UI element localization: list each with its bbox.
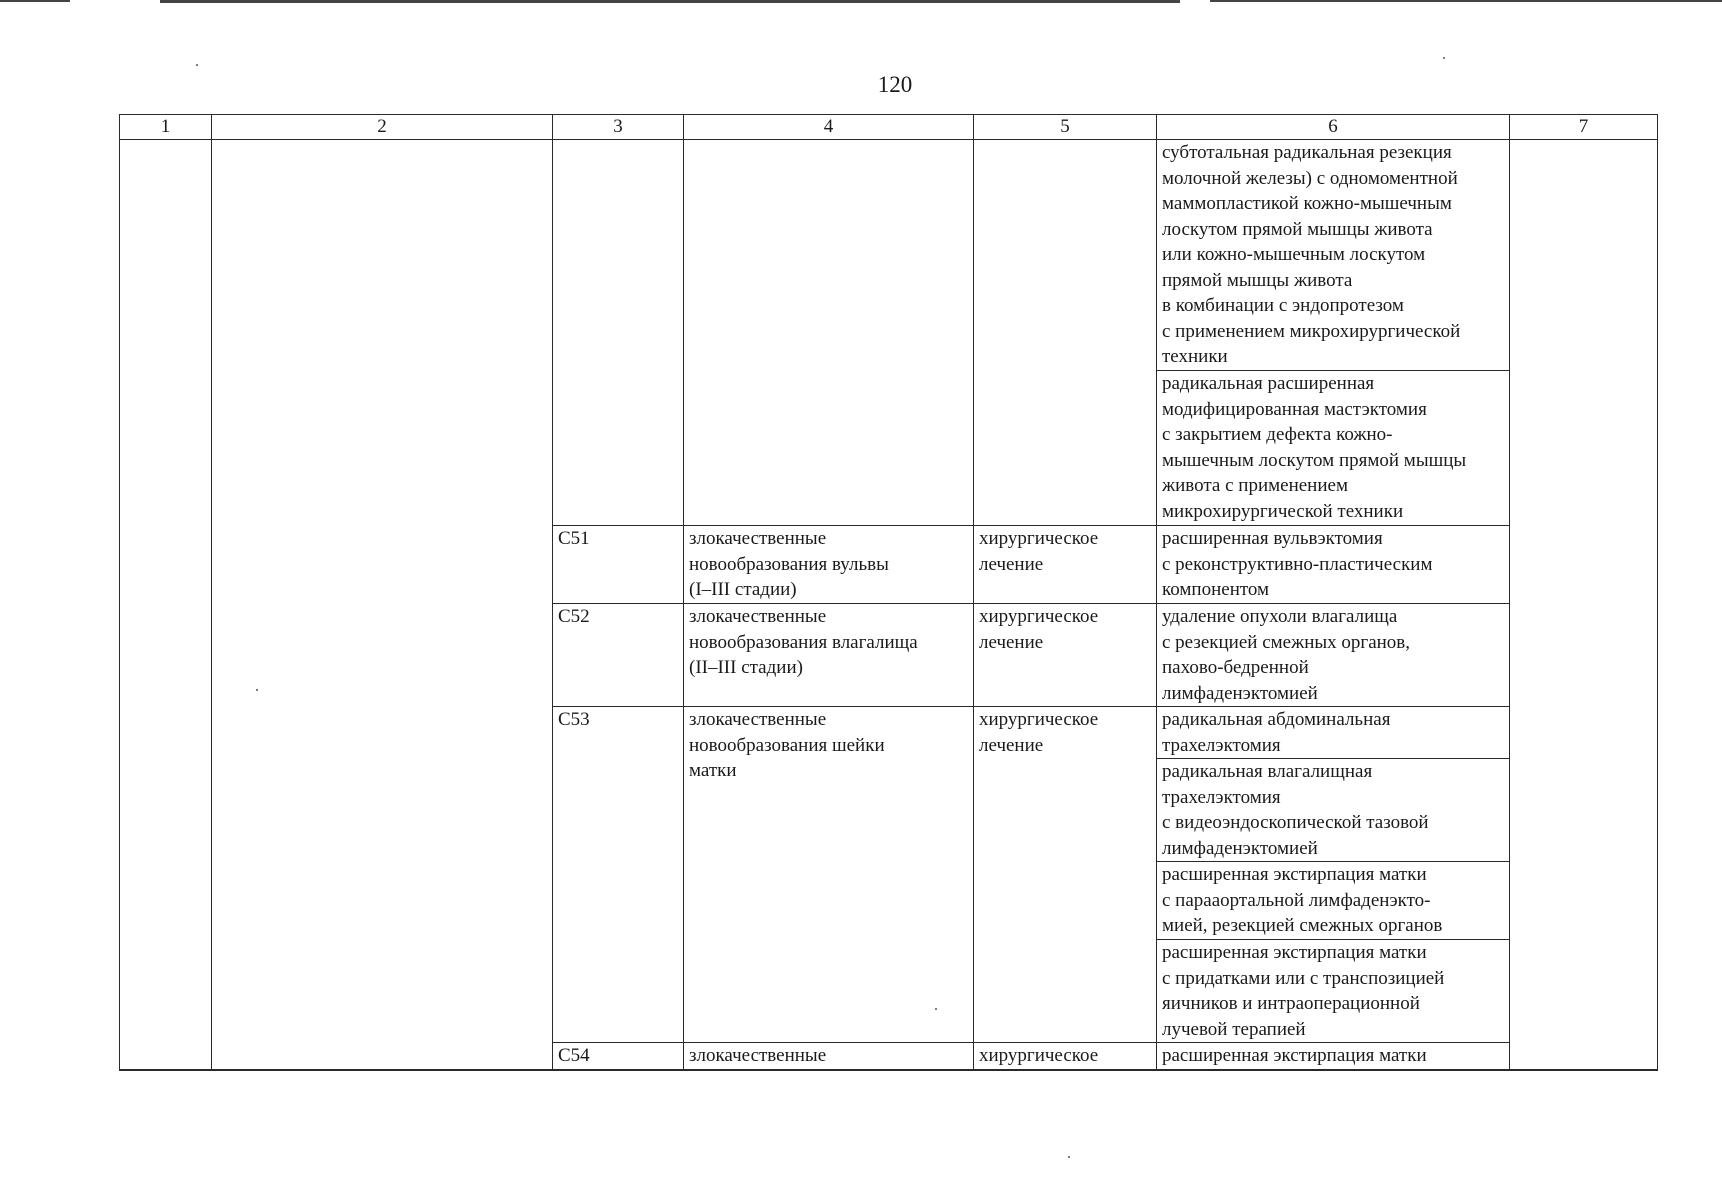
column-number: 7 (1510, 115, 1658, 140)
column-number: 3 (553, 115, 684, 140)
code-cell: C51 (553, 526, 684, 604)
code-cell: C52 (553, 604, 684, 707)
column-number: 1 (120, 115, 212, 140)
method-cell: удаление опухоли влагалища с резекцией смежных органов, пахово-бедренной лимфаденэктомией (1157, 604, 1510, 707)
scan-edge-line (0, 0, 70, 2)
method-cell: субтотальная радикальная резекция молочной железы) с одномоментной маммопластикой кожно-мышечным лоскутом прямой мышцы живота или кожно-мышечным лоскутом прямой мышцы живота в комбинации с эндопротезом с применением микрохирургической техники (1157, 140, 1510, 371)
scan-edge-line (1210, 0, 1722, 2)
col7-cell (1510, 140, 1658, 1070)
code-cell: C53 (553, 707, 684, 1043)
treatment-cell (974, 140, 1157, 526)
procedures-table (119, 114, 1658, 1071)
method-cell: расширенная экстирпация матки с придатками или с транспозицией яичников и интраоперационной лучевой терапией (1157, 940, 1510, 1043)
method-cell: расширенная экстирпация матки с парааортальной лимфаденэкто- мией, резекцией смежных органов (1157, 862, 1510, 940)
treatment-cell: хирургическое лечение (974, 707, 1157, 1043)
method-cell: радикальная расширенная модифицированная мастэктомия с закрытием дефекта кожно- мышечным лоскутом прямой мышцы живота с применением микрохирургической техники (1157, 371, 1510, 526)
diagnosis-cell: злокачественные новообразования влагалища (II–III стадии) (684, 604, 974, 707)
col1-cell (120, 140, 212, 1070)
diagnosis-cell: злокачественные новообразования вульвы (I–III стадии) (684, 526, 974, 604)
scan-edge-line (160, 0, 1180, 3)
method-cell: расширенная вульвэктомия с реконструктивно-пластическим компонентом (1157, 526, 1510, 604)
page-number: 120 (877, 72, 913, 97)
method-cell: радикальная влагалищная трахелэктомия с видеоэндоскопической тазовой лимфаденэктомией (1157, 759, 1510, 862)
scan-speck (196, 64, 198, 66)
diagnosis-cell: злокачественные новообразования шейки матки (684, 707, 974, 1043)
table-row (120, 140, 1658, 371)
code-cell: C54 (553, 1043, 684, 1070)
diagnosis-cell (684, 140, 974, 526)
column-number: 5 (974, 115, 1157, 140)
column-number-row (120, 115, 1658, 140)
treatment-cell: хирургическое лечение (974, 604, 1157, 707)
method-cell: радикальная абдоминальная трахелэктомия (1157, 707, 1510, 759)
scan-speck (1443, 57, 1445, 59)
column-number: 4 (684, 115, 974, 140)
method-cell: расширенная экстирпация матки (1157, 1043, 1510, 1070)
column-number: 6 (1157, 115, 1510, 140)
code-cell (553, 140, 684, 526)
column-number: 2 (212, 115, 553, 140)
col2-cell (212, 140, 553, 1070)
scan-speck (1068, 1156, 1070, 1158)
treatment-cell: хирургическое лечение (974, 526, 1157, 604)
diagnosis-cell: злокачественные (684, 1043, 974, 1070)
treatment-cell: хирургическое (974, 1043, 1157, 1070)
